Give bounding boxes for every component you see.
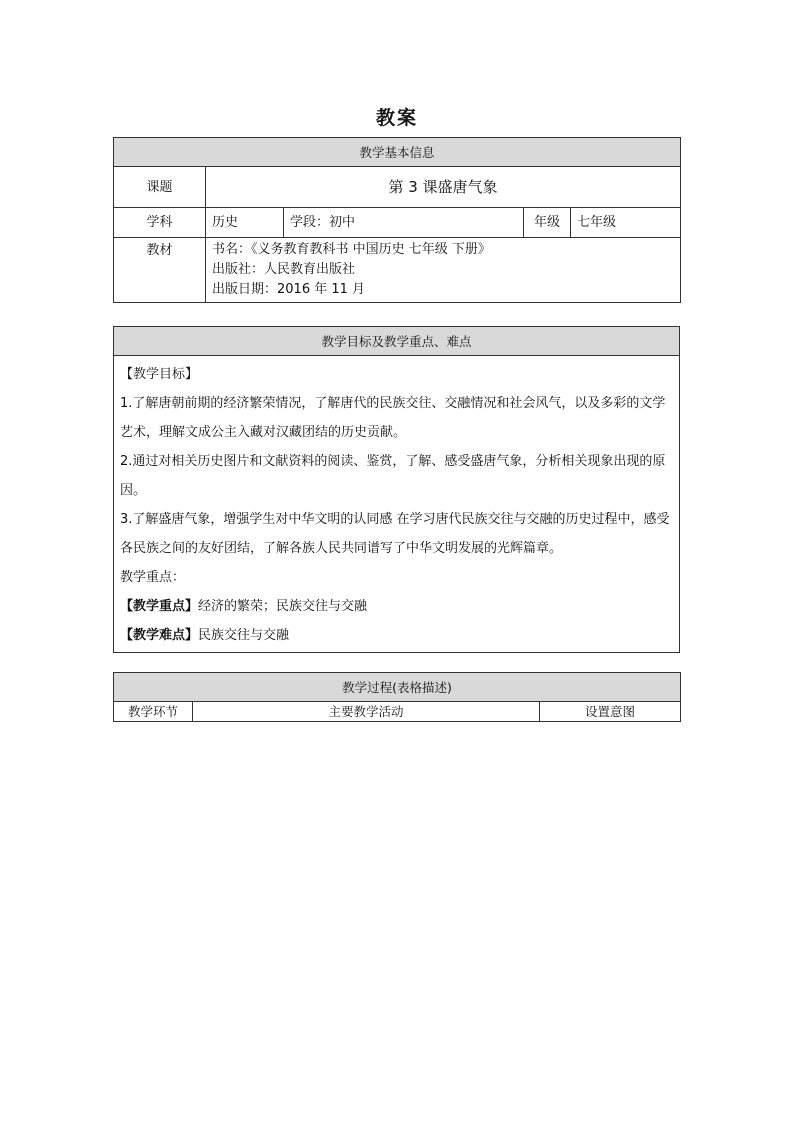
- objectives-heading: 【教学目标】: [120, 367, 199, 382]
- textbook-label: 教材: [114, 238, 206, 303]
- objective-item: 1.了解唐朝前期的经济繁荣情况，了解唐代的民族交往、交融情况和社会风气，以及多彩的文学艺术，理解文成公主入藏对汉藏团结的历史贡献。: [120, 396, 666, 440]
- grade-value: 七年级: [571, 208, 681, 238]
- textbook-date: 出版日期：2016 年 11 月: [212, 282, 366, 297]
- key-text: 经济的繁荣；民族交往与交融: [198, 599, 368, 614]
- difficult-point-line: [120, 621, 673, 650]
- topic-label: 课题: [114, 167, 206, 208]
- topic-value: 第 3 课盛唐气象: [206, 167, 681, 208]
- document-title: 教案: [375, 107, 418, 129]
- objective-item: 3.了解盛唐气象，增强学生对中华文明的认同感 在学习唐代民族交往与交融的历史过程中，感受各民族之间的友好团结，了解各族人民共同谱写了中华文明发展的光辉篇章。: [120, 512, 670, 556]
- key-points-label: 教学重点：: [120, 570, 186, 585]
- textbook-title: 书名：《义务教育教科书 中国历史 七年级 下册》: [212, 242, 491, 257]
- textbook-publisher: 出版社：人民教育出版社: [212, 262, 356, 277]
- basic-info-table: [113, 137, 681, 303]
- objective-item: 2.通过对相关历史图片和文献资料的阅读、鉴赏，了解、感受盛唐气象，分析相关现象出现的原因。: [120, 454, 666, 498]
- process-col-activities: 主要教学活动: [193, 702, 540, 722]
- goals-content: [114, 356, 680, 653]
- key-heading: 【教学重点】: [120, 599, 199, 614]
- subject-value: 历史: [206, 208, 284, 238]
- textbook-info: [206, 238, 681, 303]
- subject-label: 学科: [114, 208, 206, 238]
- goals-table: [113, 326, 680, 653]
- goals-header: 教学目标及教学重点、难点: [114, 327, 680, 356]
- grade-label: 年级: [524, 208, 571, 238]
- stage-text: 学段：初中: [284, 208, 524, 238]
- process-col-stage: 教学环节: [114, 702, 193, 722]
- process-table: [113, 672, 681, 722]
- difficult-heading: 【教学难点】: [120, 628, 199, 643]
- process-header: 教学过程(表格描述): [114, 673, 681, 702]
- process-col-intent: 设置意图: [540, 702, 681, 722]
- key-point-line: [120, 592, 673, 621]
- difficult-text: 民族交往与交融: [198, 628, 290, 643]
- basic-info-header: 教学基本信息: [114, 138, 681, 167]
